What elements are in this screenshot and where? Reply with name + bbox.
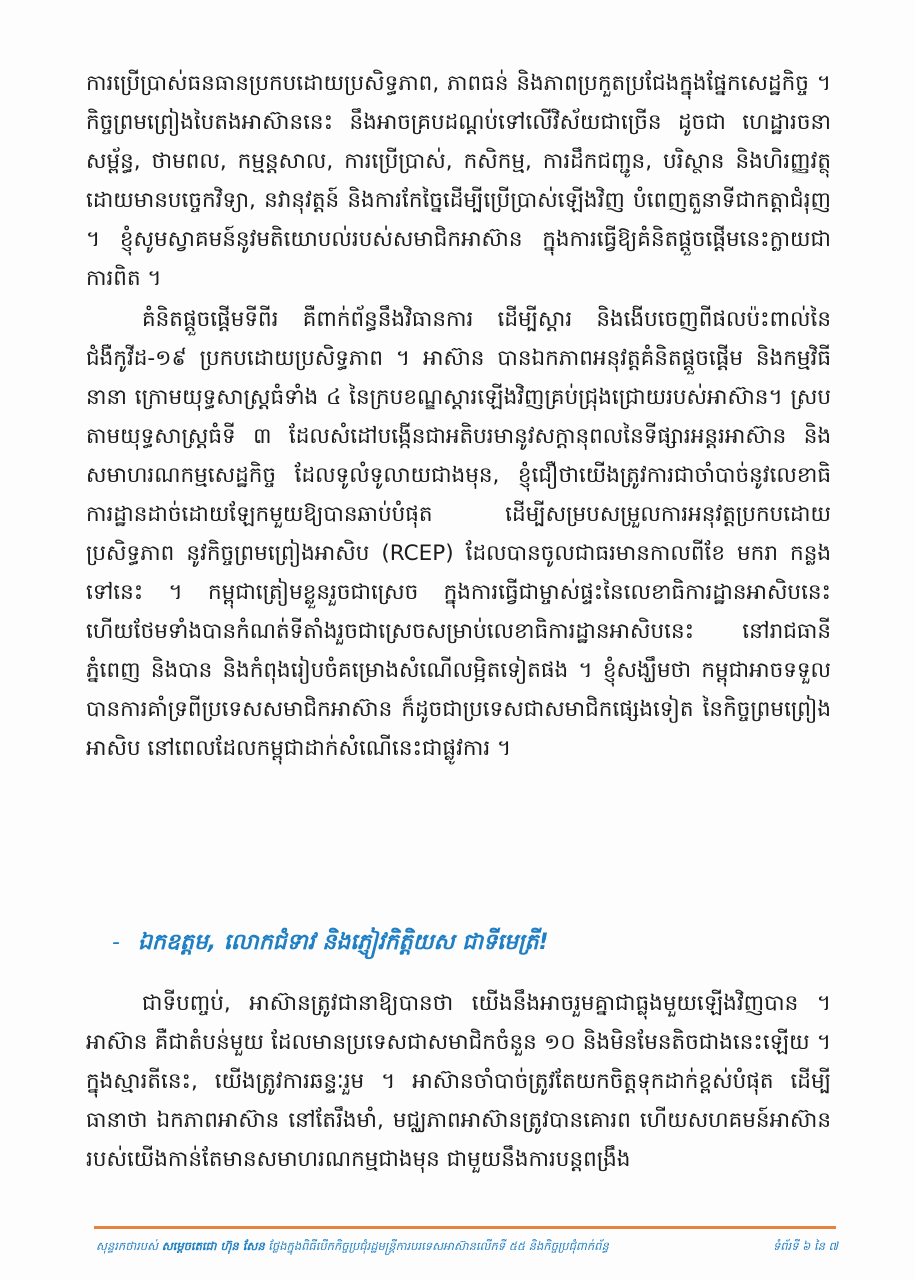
paragraph-continuation: ការប្រើប្រាស់ធនធានប្រកបដោយប្រសិទ្ធភាព, ភាពធន់ និងភាពប្រកួតប្រជែងក្នុងផ្នែកសេដ្ឋកិច្ច ។ កិច្ចព្រមព្រៀងបៃតងអាស៊ាននេះ នឹងអាចគ្របដណ្តប់ទៅលើវិស័យជាច្រើន ដូចជា ហេដ្ឋារចនាសម្ព័ន្ធ, ថាមពល, កម្មន្តសាល, ការប្រើប្រាស់, កសិកម្ម, ការដឹកជញ្ជូន, បរិស្ថាន និងហិរញ្ញវត្ថុ ដោយមានបច្ចេកវិទ្យា, នវានុវត្តន៍ និងការកែច្នៃដើម្បីប្រើប្រាស់ឡើងវិញ បំពេញតួនាទីជាកត្តាជំរុញ ។ ខ្ញុំសូមស្វាគមន៍នូវមតិយោបល់របស់សមាជិកអាស៊ាន ក្នុងការធ្វើឱ្យគំនិតផ្តួចផ្តើមនេះក្លាយជាការពិត ។ xyxy=(86,71,831,291)
section-heading xyxy=(112,928,549,958)
body-text-top xyxy=(86,64,831,768)
footer xyxy=(96,1238,838,1254)
footer-prefix: សុន្ទរកថារបស់ xyxy=(96,1239,159,1253)
footer-divider xyxy=(94,1226,836,1229)
paragraph-second-initiative: គំនិតផ្តួចផ្តើមទីពីរ គឺពាក់ព័ន្ធនឹងវិធានការ ដើម្បីស្តារ និងងើបចេញពីផលប៉ះពាល់នៃជំងឺកូវីដ-១៩ ប្រកបដោយប្រសិទ្ធភាព ។ អាស៊ាន បានឯកភាពអនុវត្តគំនិតផ្តួចផ្តើម និងកម្មវិធីនានា ក្រោមយុទ្ធសាស្ត្រធំទាំង ៤ នៃក្របខណ្ឌស្តារឡើងវិញគ្រប់ជ្រុងជ្រោយរបស់អាស៊ាន។ ស្របតាមយុទ្ធសាស្ត្រធំទី ៣ ដែលសំដៅបង្កើនជាអតិបរមានូវសក្តានុពលនៃទីផ្សារអន្តរអាស៊ាន និងសមាហរណកម្មសេដ្ឋកិច្ច ដែលទូលំទូលាយជាងមុន, ខ្ញុំជឿថាយើងត្រូវការជាចាំបាច់នូវលេខាធិការដ្ឋានដាច់ដោយឡែកមួយឱ្យបានឆាប់បំផុត ដើម្បីសម្របសម្រួលការអនុវត្តប្រកបដោយប្រសិទ្ធភាព នូវកិច្ចព្រមព្រៀងអាសិប (RCEP) ដែលបានចូលជាធរមានកាលពីខែ មករា កន្លងទៅនេះ ។ កម្ពុជាត្រៀមខ្លួនរួចជាស្រេច ក្នុងការធ្វើជាម្ចាស់ផ្ទះនៃលេខាធិការដ្ឋានអាសិបនេះ ហើយថែមទាំងបានកំណត់ទីតាំងរួចជាស្រេចសម្រាប់លេខាធិការដ្ឋានអាសិបនេះ នៅរាជធានីភ្នំពេញ និងបាន និងកំពុងរៀបចំគម្រោងសំណើលម្អិតទៀតផង ។ ខ្ញុំសង្ឃឹមថា កម្ពុជាអាចទទួលបានការគាំទ្រពីប្រទេសសមាជិកអាស៊ាន ក៏ដូចជាប្រទេសជាសមាជិកផ្សេងទៀត នៃកិច្ចព្រមព្រៀងអាសិប នៅពេលដែលកម្ពុជាដាក់សំណើនេះជាផ្លូវការ ។ xyxy=(86,307,831,761)
paragraph-conclusion: ជាទីបញ្ចប់, អាស៊ានត្រូវជានាឱ្យបានថា យើងនឹងអាចរួមគ្នាជាធ្លុងមួយឡើងវិញបាន ។ អាស៊ាន គឺជាតំបន់មួយ ដែលមានប្រទេសជាសមាជិកចំនួន ១០ និងមិនមែនតិចជាងនេះឡើយ ។ ក្នុងស្មារតីនេះ, យើងត្រូវការឆន្ទៈរួម ។ អាស៊ានចាំបាច់ត្រូវតែយកចិត្តទុកដាក់ខ្ពស់បំផុត ដើម្បីធានាថា ឯកភាពអាស៊ាន នៅតែរឹងមាំ, មជ្ឈភាពអាស៊ានត្រូវបានគោរព ហើយសហគមន៍អាស៊ានរបស់យើងកាន់តែមានសមាហរណកម្មជាងមុន ជាមួយនឹងការបន្តពង្រឹង xyxy=(86,991,831,1172)
footer-speaker: សម្តេចតេជោ ហ៊ុន សែន xyxy=(161,1239,265,1253)
heading-dash: - xyxy=(112,930,120,955)
page-number: ទំព័រទី ៦ នៃ ៧ xyxy=(772,1239,838,1253)
body-text-bottom xyxy=(86,984,831,1179)
heading-text: ឯកឧត្តម, លោកជំទាវ និងភ្ញៀវកិត្តិយស ជាទីមេត្រី! xyxy=(137,930,549,955)
footer-description: ថ្លែងក្នុងពិធីបើកកិច្ចប្រជុំរដ្ឋមន្ត្រីការបរទេសអាស៊ានលើកទី ៥៥ និងកិច្ចប្រជុំពាក់ព័ន្ធ xyxy=(268,1239,609,1253)
